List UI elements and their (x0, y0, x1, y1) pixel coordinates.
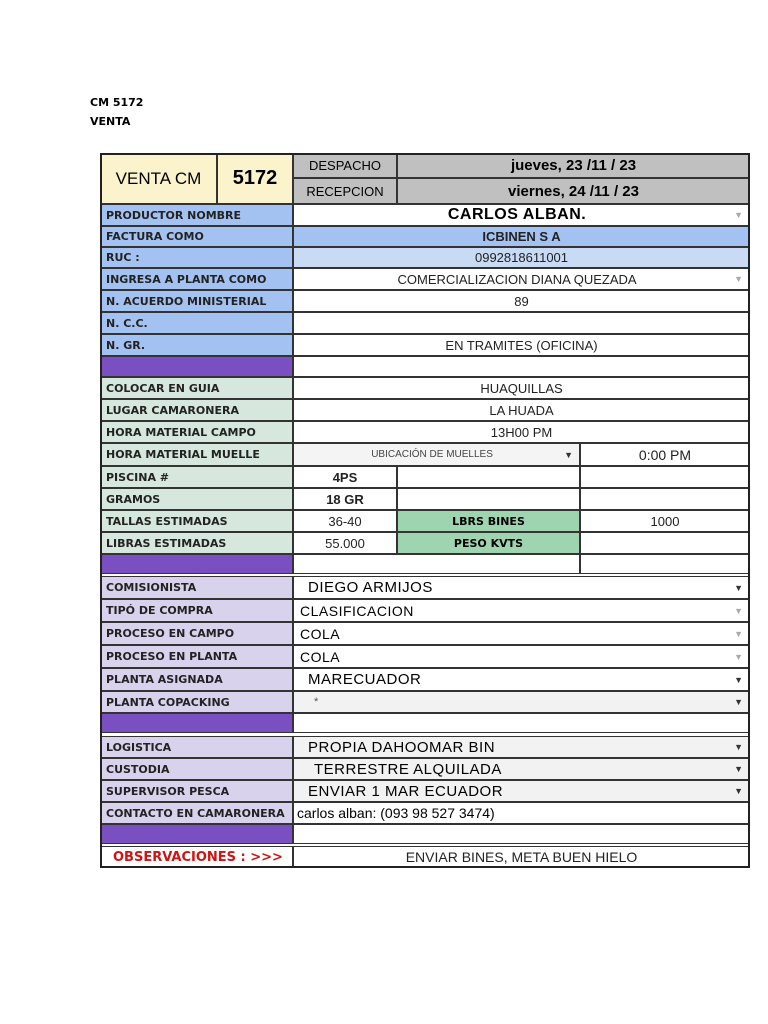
ingresa-label: INGRESA A PLANTA COMO (100, 268, 293, 290)
hora-muelle-label: HORA MATERIAL MUELLE (100, 443, 293, 466)
muelle-dropdown-text: UBICACIÓN DE MUELLES (371, 449, 493, 460)
venta-cm-label: VENTA CM (100, 153, 217, 204)
document-code: CM 5172 (90, 96, 144, 109)
piscina-blank-2 (580, 466, 750, 488)
libras-value: 55.000 (293, 532, 397, 554)
comisionista-label: COMISIONISTA (100, 576, 293, 599)
guia-value: HUAQUILLAS (293, 377, 750, 399)
recepcion-date: viernes, 24 /11 / 23 (397, 178, 750, 204)
contacto-field[interactable] (293, 802, 750, 824)
proceso-campo-select[interactable] (293, 622, 750, 645)
gramos-label: GRAMOS (100, 488, 293, 510)
ncc-label: N. C.C. (100, 312, 293, 334)
section-separator (100, 713, 293, 733)
chevron-down-icon: ▼ (734, 582, 743, 593)
gramos-blank (397, 488, 580, 510)
tallas-label: TALLAS ESTIMADAS (100, 510, 293, 532)
section-separator-blank (293, 824, 750, 844)
chevron-down-icon: ▼ (734, 674, 743, 685)
proceso-planta-value: COLA (300, 648, 341, 665)
recepcion-label: RECEPCION (293, 178, 397, 204)
lugar-label: LUGAR CAMARONERA (100, 399, 293, 421)
planta-asignada-select[interactable] (293, 668, 750, 691)
factura-value: ICBINEN S A (293, 226, 750, 247)
section-separator-blank (293, 356, 750, 377)
gramos-blank-2 (580, 488, 750, 510)
custodia-label: CUSTODIA (100, 758, 293, 780)
peso-kvts-value (580, 532, 750, 554)
ingresa-value: COMERCIALIZACION DIANA QUEZADA (397, 271, 637, 287)
section-separator (100, 554, 293, 574)
planta-copacking-select[interactable] (293, 691, 750, 713)
chevron-down-icon: ▼ (734, 651, 743, 662)
proceso-planta-select[interactable] (293, 645, 750, 668)
despacho-label: DESPACHO (293, 153, 397, 178)
supervisor-value: ENVIAR 1 MAR ECUADOR (308, 782, 504, 800)
proceso-planta-label: PROCESO EN PLANTA (100, 645, 293, 668)
chevron-down-icon: ▼ (734, 628, 743, 639)
chevron-down-icon: ▼ (734, 274, 743, 284)
chevron-down-icon: ▼ (564, 449, 573, 460)
observaciones-value: ENVIAR BINES, META BUEN HIELO (293, 846, 750, 868)
planta-asignada-value: MARECUADOR (308, 671, 422, 688)
ingresa-select[interactable] (293, 268, 750, 290)
section-separator-blank (293, 554, 580, 574)
proceso-campo-label: PROCESO EN CAMPO (100, 622, 293, 645)
section-separator (100, 356, 293, 377)
muelle-select[interactable] (293, 443, 580, 466)
contacto-value: carlos alban: (093 98 527 3474) (297, 805, 495, 821)
document-type: VENTA (90, 115, 131, 128)
ncc-value (293, 312, 750, 334)
lbrs-bines-label: LBRS BINES (397, 510, 580, 532)
piscina-blank (397, 466, 580, 488)
custodia-select[interactable] (293, 758, 750, 780)
supervisor-label: SUPERVISOR PESCA (100, 780, 293, 802)
chevron-down-icon: ▼ (734, 210, 743, 220)
hora-muelle-value: 0:00 PM (580, 443, 750, 466)
ruc-label: RUC : (100, 247, 293, 268)
guia-label: COLOCAR EN GUIA (100, 377, 293, 399)
sale-form-sheet (100, 153, 750, 868)
contacto-label: CONTACTO EN CAMARONERA (100, 802, 293, 824)
custodia-value: TERRESTRE ALQUILADA (314, 760, 502, 778)
ngr-label: N. GR. (100, 334, 293, 356)
proceso-campo-value: COLA (300, 625, 341, 642)
piscina-label: PISCINA # (100, 466, 293, 488)
logistica-select[interactable] (293, 736, 750, 758)
productor-value: CARLOS ALBAN. (447, 206, 587, 223)
chevron-down-icon: ▼ (734, 786, 743, 796)
hora-campo-label: HORA MATERIAL CAMPO (100, 421, 293, 443)
factura-label: FACTURA COMO (100, 226, 293, 247)
chevron-down-icon: ▼ (734, 697, 743, 707)
tipo-compra-label: TIPÓ DE COMPRA (100, 599, 293, 622)
gramos-value: 18 GR (293, 488, 397, 510)
observaciones-label: OBSERVACIONES : >>> (100, 846, 293, 868)
tipo-compra-select[interactable] (293, 599, 750, 622)
lugar-value: LA HUADA (293, 399, 750, 421)
libras-label: LIBRAS ESTIMADAS (100, 532, 293, 554)
logistica-label: LOGISTICA (100, 736, 293, 758)
comisionista-select[interactable] (293, 576, 750, 599)
supervisor-select[interactable] (293, 780, 750, 802)
ngr-value: EN TRAMITES (OFICINA) (293, 334, 750, 356)
acuerdo-value: 89 (293, 290, 750, 312)
venta-cm-number: 5172 (217, 153, 293, 204)
planta-copacking-label: PLANTA COPACKING (100, 691, 293, 713)
tallas-value: 36-40 (293, 510, 397, 532)
hora-campo-value: 13H00 PM (293, 421, 750, 443)
chevron-down-icon: ▼ (734, 742, 743, 752)
peso-kvts-label: PESO KVTS (397, 532, 580, 554)
tipo-compra-value: CLASIFICACION (300, 602, 414, 619)
comisionista-value: DIEGO ARMIJOS (308, 579, 433, 596)
section-separator (100, 824, 293, 844)
productor-select[interactable] (293, 204, 750, 226)
section-separator-blank (293, 713, 750, 733)
despacho-date: jueves, 23 /11 / 23 (397, 153, 750, 178)
productor-label: PRODUCTOR NOMBRE (100, 204, 293, 226)
chevron-down-icon: ▼ (734, 764, 743, 774)
chevron-down-icon: ▼ (734, 605, 743, 616)
piscina-value: 4PS (293, 466, 397, 488)
acuerdo-label: N. ACUERDO MINISTERIAL (100, 290, 293, 312)
planta-copacking-value: * (314, 696, 319, 708)
section-separator-blank-2 (580, 554, 750, 574)
planta-asignada-label: PLANTA ASIGNADA (100, 668, 293, 691)
ruc-value: 0992818611001 (293, 247, 750, 268)
lbrs-bines-value: 1000 (580, 510, 750, 532)
logistica-value: PROPIA DAHOOMAR BIN (308, 738, 496, 756)
